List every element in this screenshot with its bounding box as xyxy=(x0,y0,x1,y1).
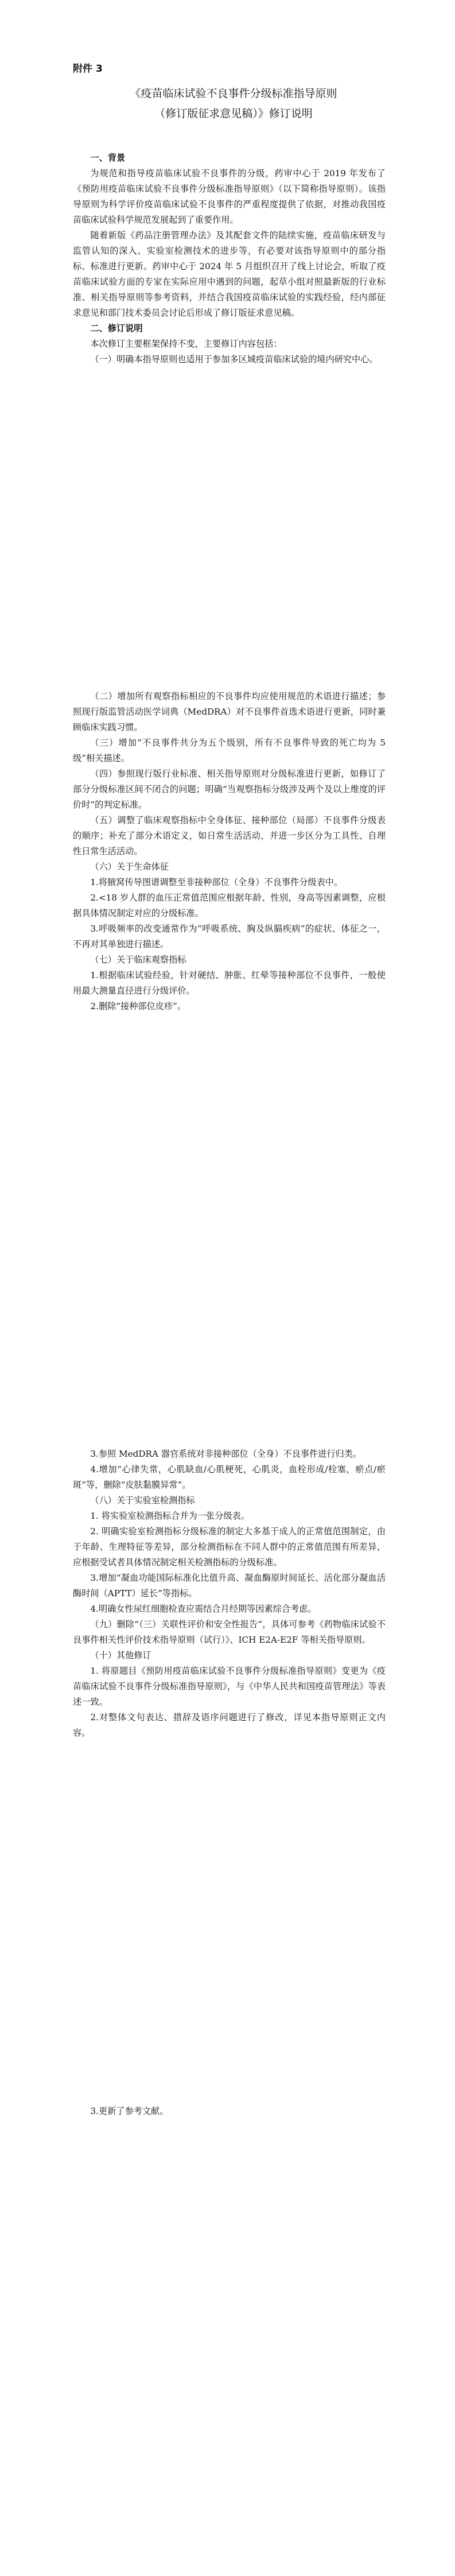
section1-heading: 一、背景 xyxy=(90,153,126,163)
section2-item6-3: 3.呼吸频率的改变通常作为“呼吸系统、胸及纵膈疾病”的症状、体征之一，不再对其单独进行描述。 xyxy=(73,924,386,949)
section2-item8-1: 1. 将实验室检测指标合并为一张分级表。 xyxy=(90,1511,250,1521)
section2-item4: （四）参照现行版行业标准、相关指导原则对分级标准进行更新，如修订了部分分级标准区间不闭合的问题；明确“当观察指标分级涉及两个及以上维度的评价时”的判定标准。 xyxy=(73,769,386,810)
section2-item10-3: 3.更新了参考文献。 xyxy=(90,2106,169,2116)
section1-paragraph2: 随着新版《药品注册管理办法》及其配套文件的陆续实施，疫苗临床研发与监管认知的深入、实验室检测技术的进步等，有必要对该指导原则中的部分指标、标准进行更新。药审中心于 2024 年 5 月组织召开了线上讨论会，听取了疫苗临床试验方面的专家在实际应用中遇到的问题，起草小组对照最新版的行业标准、相关指导原则等参考资料，并结合我国疫苗临床试验的实践经验，经内部征求意见和部门技术委员会讨论后形成了修订版征求意见稿。 xyxy=(73,230,386,318)
section2-item7-2: 2.删除“接种部位皮疹”。 xyxy=(90,1001,186,1011)
document-title-line2: （修订版征求意见稿）》修订说明 xyxy=(154,107,313,120)
section2-item7-3: 3.参照 MedDRA 器官系统对非接种部位（全身）不良事件进行归类。 xyxy=(90,1449,362,1459)
section2-item5: （五）调整了临床观察指标中全身体征、接种部位（局部）不良事件分级表的顺序；补充了部分术语定义，如日常生活活动，并进一步区分为工具性、自理性日常生活活动。 xyxy=(73,815,386,856)
section2-item7-4: 4.增加“心律失常，心肌缺血/心肌梗死，心肌炎，血栓形成/栓塞，瘀点/瘀斑”等，删除“皮肤黏膜异常”。 xyxy=(73,1464,386,1490)
section2-item8-2: 2. 明确实验室检测指标分级标准的制定大多基于成人的正常值范围制定，由于年龄、生理特征等差异，部分检测指标在不同人群中的正常值范围有所差异，应根据受试者具体情况制定相关检测指标的分级标准。 xyxy=(73,1526,386,1568)
section2-item6-2: 2.<18 岁人群的血压正常值范围应根据年龄、性别，身高等因素调整，应根据具体情况制定对应的分级标准。 xyxy=(73,893,386,918)
section2-item7-1: 1.根据临床试验经验，针对硬结、肿胀、红晕等接种部位不良事件，一般使用最大测量直径进行分级评价。 xyxy=(73,970,386,996)
section2-item10-heading: （十）其他修订 xyxy=(90,1650,151,1661)
section1-paragraph1: 为规范和指导疫苗临床试验不良事件的分级，药审中心于 2019 年发布了《预防用疫苗临床试验不良事件分级标准指导原则》（以下简称指导原则）。该指导原则为科学评价疫苗临床试验不良事件的严重程度提供了依据，对推动我国疫苗临床试验科学规范发展起到了重要作用。 xyxy=(73,168,386,225)
annex-label: 附件 3 xyxy=(73,63,103,75)
page1-body xyxy=(73,150,386,367)
section2-item3: （三）增加“不良事件共分为五个级别，所有不良事件导致的死亡均为 5 级”相关描述。 xyxy=(73,738,386,763)
section2-item8-3: 3.增加“凝血功能国际标准化比值升高、凝血酶原时间延长、活化部分凝血活酶时间（APTT）延长”等指标。 xyxy=(73,1573,386,1599)
section2-item1: （一）明确本指导原则也适用于参加多区域疫苗临床试验的境内研究中心。 xyxy=(90,354,378,364)
section2-item6-1: 1.将腋窝传导图谱调整至非接种部位（全身）不良事件分级表中。 xyxy=(90,877,343,887)
section2-item7-heading: （七）关于临床观察指标 xyxy=(90,955,186,965)
section2-item10-2: 2.对整体文句表达、措辞及语序问题进行了修改，详见本指导原则正文内容。 xyxy=(73,1712,386,1738)
section2-intro: 本次修订主要框架保持不变，主要修订内容包括： xyxy=(90,339,282,349)
page3-body xyxy=(73,1446,386,1741)
document-title-line1: 《疫苗临床试验不良事件分级标准指导原则 xyxy=(130,87,337,100)
section2-item6-heading: （六）关于生命体征 xyxy=(90,862,169,872)
page4-body xyxy=(73,2104,386,2119)
section2-item9: （九）删除“（三）关联性评价和安全性报告”，具体可参考《药物临床试验不良事件相关性评价技术指导原则（试行）》、ICH E2A-E2F 等相关指导原则。 xyxy=(73,1619,386,1645)
section2-item8-heading: （八）关于实验室检测指标 xyxy=(90,1495,195,1506)
section2-heading: 二、修订说明 xyxy=(90,323,143,333)
section2-item10-1: 1. 将原题目《预防用疫苗临床试验不良事件分级标准指导原则》变更为《疫苗临床试验不良事件分级标准指导原则》，与《中华人民共和国疫苗管理法》等表述一致。 xyxy=(73,1666,386,1707)
section2-item8-4: 4.明确女性尿红细胞检查应需结合月经期等因素综合考虑。 xyxy=(90,1604,317,1614)
section2-item2: （二）增加所有观察指标相应的不良事件均应使用规范的术语进行描述；参照现行版监管活动医学词典（MedDRA）对不良事件首选术语进行更新，同时兼顾临床实践习惯。 xyxy=(73,691,386,732)
page2-body xyxy=(73,689,386,1014)
